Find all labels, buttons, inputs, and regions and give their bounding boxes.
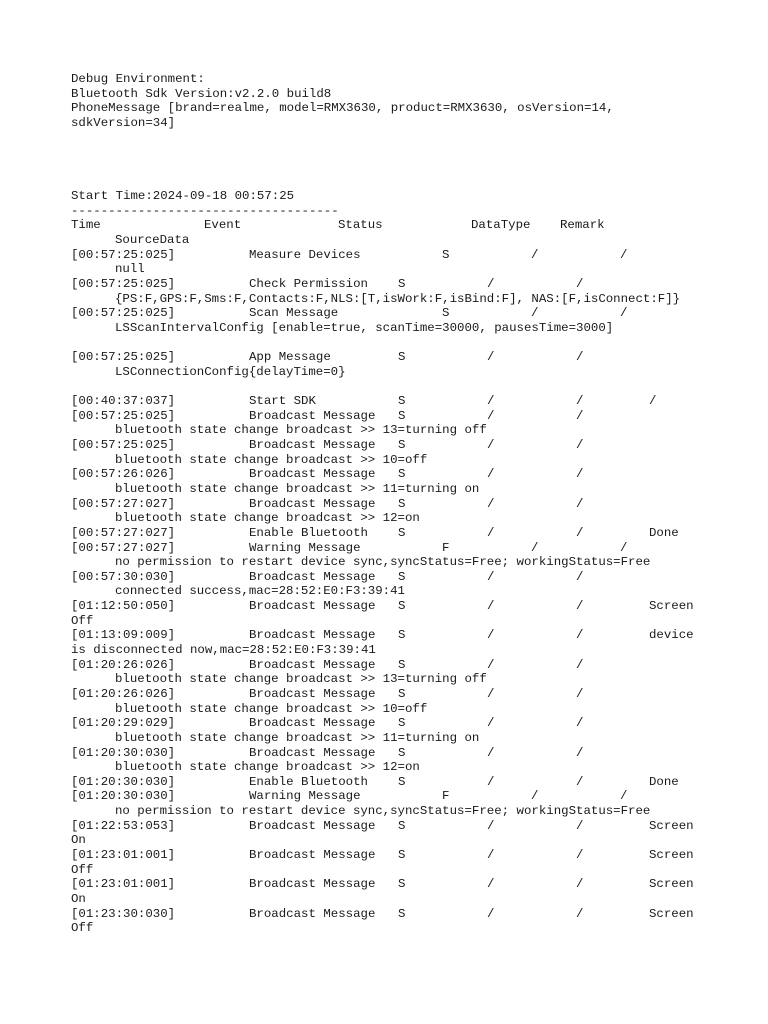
- log-status: S: [398, 496, 406, 511]
- log-status: S: [398, 628, 406, 643]
- log-wrap: Off: [71, 862, 94, 877]
- log-extra: Screen: [649, 847, 694, 862]
- log-source-data: bluetooth state change broadcast >> 13=turning off: [115, 423, 487, 438]
- log-event: Warning Message: [249, 789, 361, 804]
- log-time: [01:23:01:001]: [71, 877, 176, 892]
- log-extra: Screen: [649, 877, 694, 892]
- log-event: Enable Bluetooth: [249, 774, 368, 789]
- log-datatype: /: [487, 877, 495, 892]
- log-row: [71, 277, 711, 292]
- log-time: [01:20:26:026]: [71, 686, 176, 701]
- log-source-data: bluetooth state change broadcast >> 13=turning off: [115, 672, 487, 687]
- log-datatype: /: [487, 906, 495, 921]
- log-datatype: /: [531, 789, 539, 804]
- log-time: [00:57:26:026]: [71, 467, 176, 482]
- log-row: [71, 789, 711, 804]
- phone-message-line1: PhoneMessage [brand=realme, model=RMX3630, product=RMX3630, osVersion=14,: [71, 101, 614, 116]
- log-remark: /: [576, 745, 584, 760]
- log-event: Broadcast Message: [249, 569, 376, 584]
- log-remark: /: [576, 277, 584, 291]
- log-extra: Done: [649, 774, 679, 789]
- log-status: S: [398, 686, 406, 701]
- log-event: Enable Bluetooth: [249, 525, 368, 540]
- log-time: [00:57:25:025]: [71, 277, 176, 291]
- log-event: Broadcast Message: [249, 877, 376, 892]
- log-time: [01:23:01:001]: [71, 847, 176, 862]
- log-event: Broadcast Message: [249, 496, 376, 511]
- env-label: Debug Environment:: [71, 72, 205, 86]
- log-extra: Screen: [649, 906, 694, 921]
- log-remark: /: [576, 906, 584, 921]
- log-status: S: [398, 394, 406, 409]
- log-datatype: /: [487, 599, 495, 614]
- log-source-data: connected success,mac=28:52:E0:F3:39:41: [115, 584, 405, 599]
- col-event: Event: [204, 218, 242, 233]
- log-row: [71, 570, 711, 585]
- log-extra: Screen: [649, 599, 694, 614]
- log-event: Broadcast Message: [249, 599, 376, 614]
- log-event: Broadcast Message: [249, 716, 376, 731]
- log-status: S: [398, 467, 406, 482]
- log-datatype: /: [487, 569, 495, 584]
- log-row: [71, 409, 711, 424]
- log-status: S: [442, 306, 450, 321]
- log-event: Broadcast Message: [249, 745, 376, 760]
- log-status: S: [398, 818, 406, 833]
- log-remark: /: [620, 247, 628, 262]
- log-row: [71, 541, 711, 556]
- log-status: S: [398, 847, 406, 862]
- log-row: [71, 819, 711, 834]
- log-status: S: [398, 906, 406, 921]
- log-extra: /: [649, 394, 657, 409]
- log-time: [01:12:50:050]: [71, 599, 176, 614]
- log-status: F: [442, 789, 450, 804]
- col-time: Time: [71, 218, 101, 233]
- log-time: [01:20:30:030]: [71, 774, 176, 789]
- log-status: S: [398, 716, 406, 731]
- log-datatype: /: [531, 247, 539, 262]
- log-row: [71, 438, 711, 453]
- log-row: [71, 687, 711, 702]
- log-remark: /: [576, 438, 584, 453]
- log-status: S: [398, 350, 406, 365]
- log-time: [00:57:25:025]: [71, 247, 176, 262]
- log-event: Start SDK: [249, 394, 316, 409]
- log-source-data: {PS:F,GPS:F,Sms:F,Contacts:F,NLS:[T,isWork:F,isBind:F], NAS:[F,isConnect:F]}: [115, 291, 681, 306]
- log-row: [71, 658, 711, 673]
- log-remark: /: [620, 540, 628, 555]
- log-datatype: /: [487, 657, 495, 672]
- log-datatype: /: [531, 306, 539, 321]
- log-time: [01:23:30:030]: [71, 906, 176, 921]
- log-datatype: /: [487, 277, 495, 291]
- separator: ------------------------------------: [71, 203, 339, 218]
- log-status: S: [398, 774, 406, 789]
- log-source-data: bluetooth state change broadcast >> 11=turning on: [115, 481, 480, 496]
- log-event: Check Permission: [249, 277, 368, 291]
- log-status: S: [398, 657, 406, 672]
- col-status: Status: [338, 218, 383, 233]
- log-extra: Done: [649, 525, 679, 540]
- log-source-data: bluetooth state change broadcast >> 11=turning on: [115, 730, 480, 745]
- log-datatype: /: [487, 467, 495, 482]
- log-rows: [71, 248, 711, 936]
- log-row: [71, 497, 711, 512]
- log-source-data: LSScanIntervalConfig [enable=true, scanTime=30000, pausesTime=3000]: [115, 320, 614, 335]
- log-time: [00:57:27:027]: [71, 496, 176, 511]
- log-datatype: /: [487, 350, 495, 365]
- log-time: [00:57:25:025]: [71, 408, 176, 423]
- log-row: [71, 350, 711, 365]
- log-datatype: /: [487, 628, 495, 643]
- log-time: [01:20:29:029]: [71, 716, 176, 731]
- log-datatype: /: [487, 745, 495, 760]
- log-datatype: /: [487, 774, 495, 789]
- log-remark: /: [576, 408, 584, 423]
- log-row: [71, 877, 711, 892]
- log-remark: /: [576, 686, 584, 701]
- log-time: [00:57:27:027]: [71, 525, 176, 540]
- log-time: [00:57:25:025]: [71, 350, 176, 365]
- log-status: S: [398, 569, 406, 584]
- log-remark: /: [620, 306, 628, 321]
- log-time: [01:20:30:030]: [71, 789, 176, 804]
- log-wrap: Off: [71, 613, 94, 628]
- log-event: App Message: [249, 350, 331, 365]
- log-event: Broadcast Message: [249, 818, 376, 833]
- log-row: [71, 716, 711, 731]
- log-wrap: On: [71, 833, 86, 848]
- log-event: Broadcast Message: [249, 408, 376, 423]
- log-status: S: [398, 525, 406, 540]
- log-source-data: no permission to restart device sync,syncStatus=Free; workingStatus=Free: [115, 555, 651, 570]
- log-event: Broadcast Message: [249, 438, 376, 453]
- log-row: [71, 746, 711, 761]
- phone-message-line2: sdkVersion=34]: [71, 115, 176, 130]
- log-row: [71, 526, 711, 541]
- log-row: [71, 848, 711, 863]
- log-time: [00:40:37:037]: [71, 394, 176, 409]
- log-datatype: /: [487, 394, 495, 409]
- log-time: [01:20:30:030]: [71, 745, 176, 760]
- log-remark: /: [576, 599, 584, 614]
- log-time: [01:20:26:026]: [71, 657, 176, 672]
- log-row: [71, 467, 711, 482]
- log-wrap: is disconnected now,mac=28:52:E0:F3:39:41: [71, 643, 376, 658]
- log-time: [00:57:30:030]: [71, 569, 176, 584]
- log-status: S: [398, 277, 406, 291]
- log-source-data: bluetooth state change broadcast >> 10=off: [115, 452, 428, 467]
- log-remark: /: [576, 657, 584, 672]
- log-event: Broadcast Message: [249, 628, 376, 643]
- log-status: F: [442, 540, 450, 555]
- log-event: Broadcast Message: [249, 657, 376, 672]
- log-event: Broadcast Message: [249, 847, 376, 862]
- log-event: Broadcast Message: [249, 906, 376, 921]
- log-event: Broadcast Message: [249, 467, 376, 482]
- log-row: [71, 248, 711, 263]
- log-datatype: /: [487, 686, 495, 701]
- log-event: Measure Devices: [249, 247, 361, 262]
- log-datatype: /: [487, 525, 495, 540]
- log-row: [71, 907, 711, 922]
- col-remark: Remark: [560, 218, 605, 233]
- log-remark: /: [576, 847, 584, 862]
- log-extra: Screen: [649, 818, 694, 833]
- log-status: S: [398, 877, 406, 892]
- log-event: Warning Message: [249, 540, 361, 555]
- log-status: S: [398, 408, 406, 423]
- log-source-data: LSConnectionConfig{delayTime=0}: [115, 364, 346, 379]
- log-status: S: [398, 745, 406, 760]
- log-status: S: [398, 438, 406, 453]
- log-remark: /: [576, 818, 584, 833]
- log-datatype: /: [487, 716, 495, 731]
- log-source-data: bluetooth state change broadcast >> 10=off: [115, 701, 428, 716]
- log-datatype: /: [487, 438, 495, 453]
- log-row: [71, 628, 711, 643]
- log-remark: /: [576, 467, 584, 482]
- log-source-data: bluetooth state change broadcast >> 12=on: [115, 511, 420, 526]
- log-remark: /: [576, 496, 584, 511]
- log-time: [01:22:53:053]: [71, 818, 176, 833]
- log-remark: /: [576, 394, 584, 409]
- log-source-data: null: [115, 262, 145, 277]
- log-remark: /: [576, 877, 584, 892]
- log-document: [71, 72, 711, 936]
- log-time: [01:13:09:009]: [71, 628, 176, 643]
- log-time: [00:57:25:025]: [71, 306, 176, 321]
- log-remark: /: [576, 716, 584, 731]
- log-datatype: /: [487, 847, 495, 862]
- log-time: [00:57:25:025]: [71, 438, 176, 453]
- log-row: [71, 394, 711, 409]
- log-remark: /: [576, 525, 584, 540]
- log-remark: /: [576, 569, 584, 584]
- log-remark: /: [576, 628, 584, 643]
- log-status: S: [398, 599, 406, 614]
- column-header: [71, 218, 711, 233]
- log-source-data: bluetooth state change broadcast >> 12=on: [115, 760, 420, 775]
- log-event: Broadcast Message: [249, 686, 376, 701]
- col-datatype: DataType: [471, 218, 531, 233]
- log-wrap: Off: [71, 921, 94, 936]
- log-row: [71, 775, 711, 790]
- log-remark: /: [576, 350, 584, 365]
- col-source: SourceData: [115, 233, 190, 248]
- start-time: Start Time:2024-09-18 00:57:25: [71, 189, 295, 204]
- log-datatype: /: [531, 540, 539, 555]
- log-source-data: no permission to restart device sync,syncStatus=Free; workingStatus=Free: [115, 804, 651, 819]
- log-event: Scan Message: [249, 306, 339, 321]
- log-datatype: /: [487, 408, 495, 423]
- log-status: S: [442, 247, 450, 262]
- log-time: [00:57:27:027]: [71, 540, 176, 555]
- log-remark: /: [620, 789, 628, 804]
- log-datatype: /: [487, 496, 495, 511]
- log-row: [71, 599, 711, 614]
- log-extra: device: [649, 628, 694, 643]
- log-row: [71, 306, 711, 321]
- log-wrap: On: [71, 891, 86, 906]
- log-datatype: /: [487, 818, 495, 833]
- sdk-version: Bluetooth Sdk Version:v2.2.0 build8: [71, 86, 332, 101]
- log-remark: /: [576, 774, 584, 789]
